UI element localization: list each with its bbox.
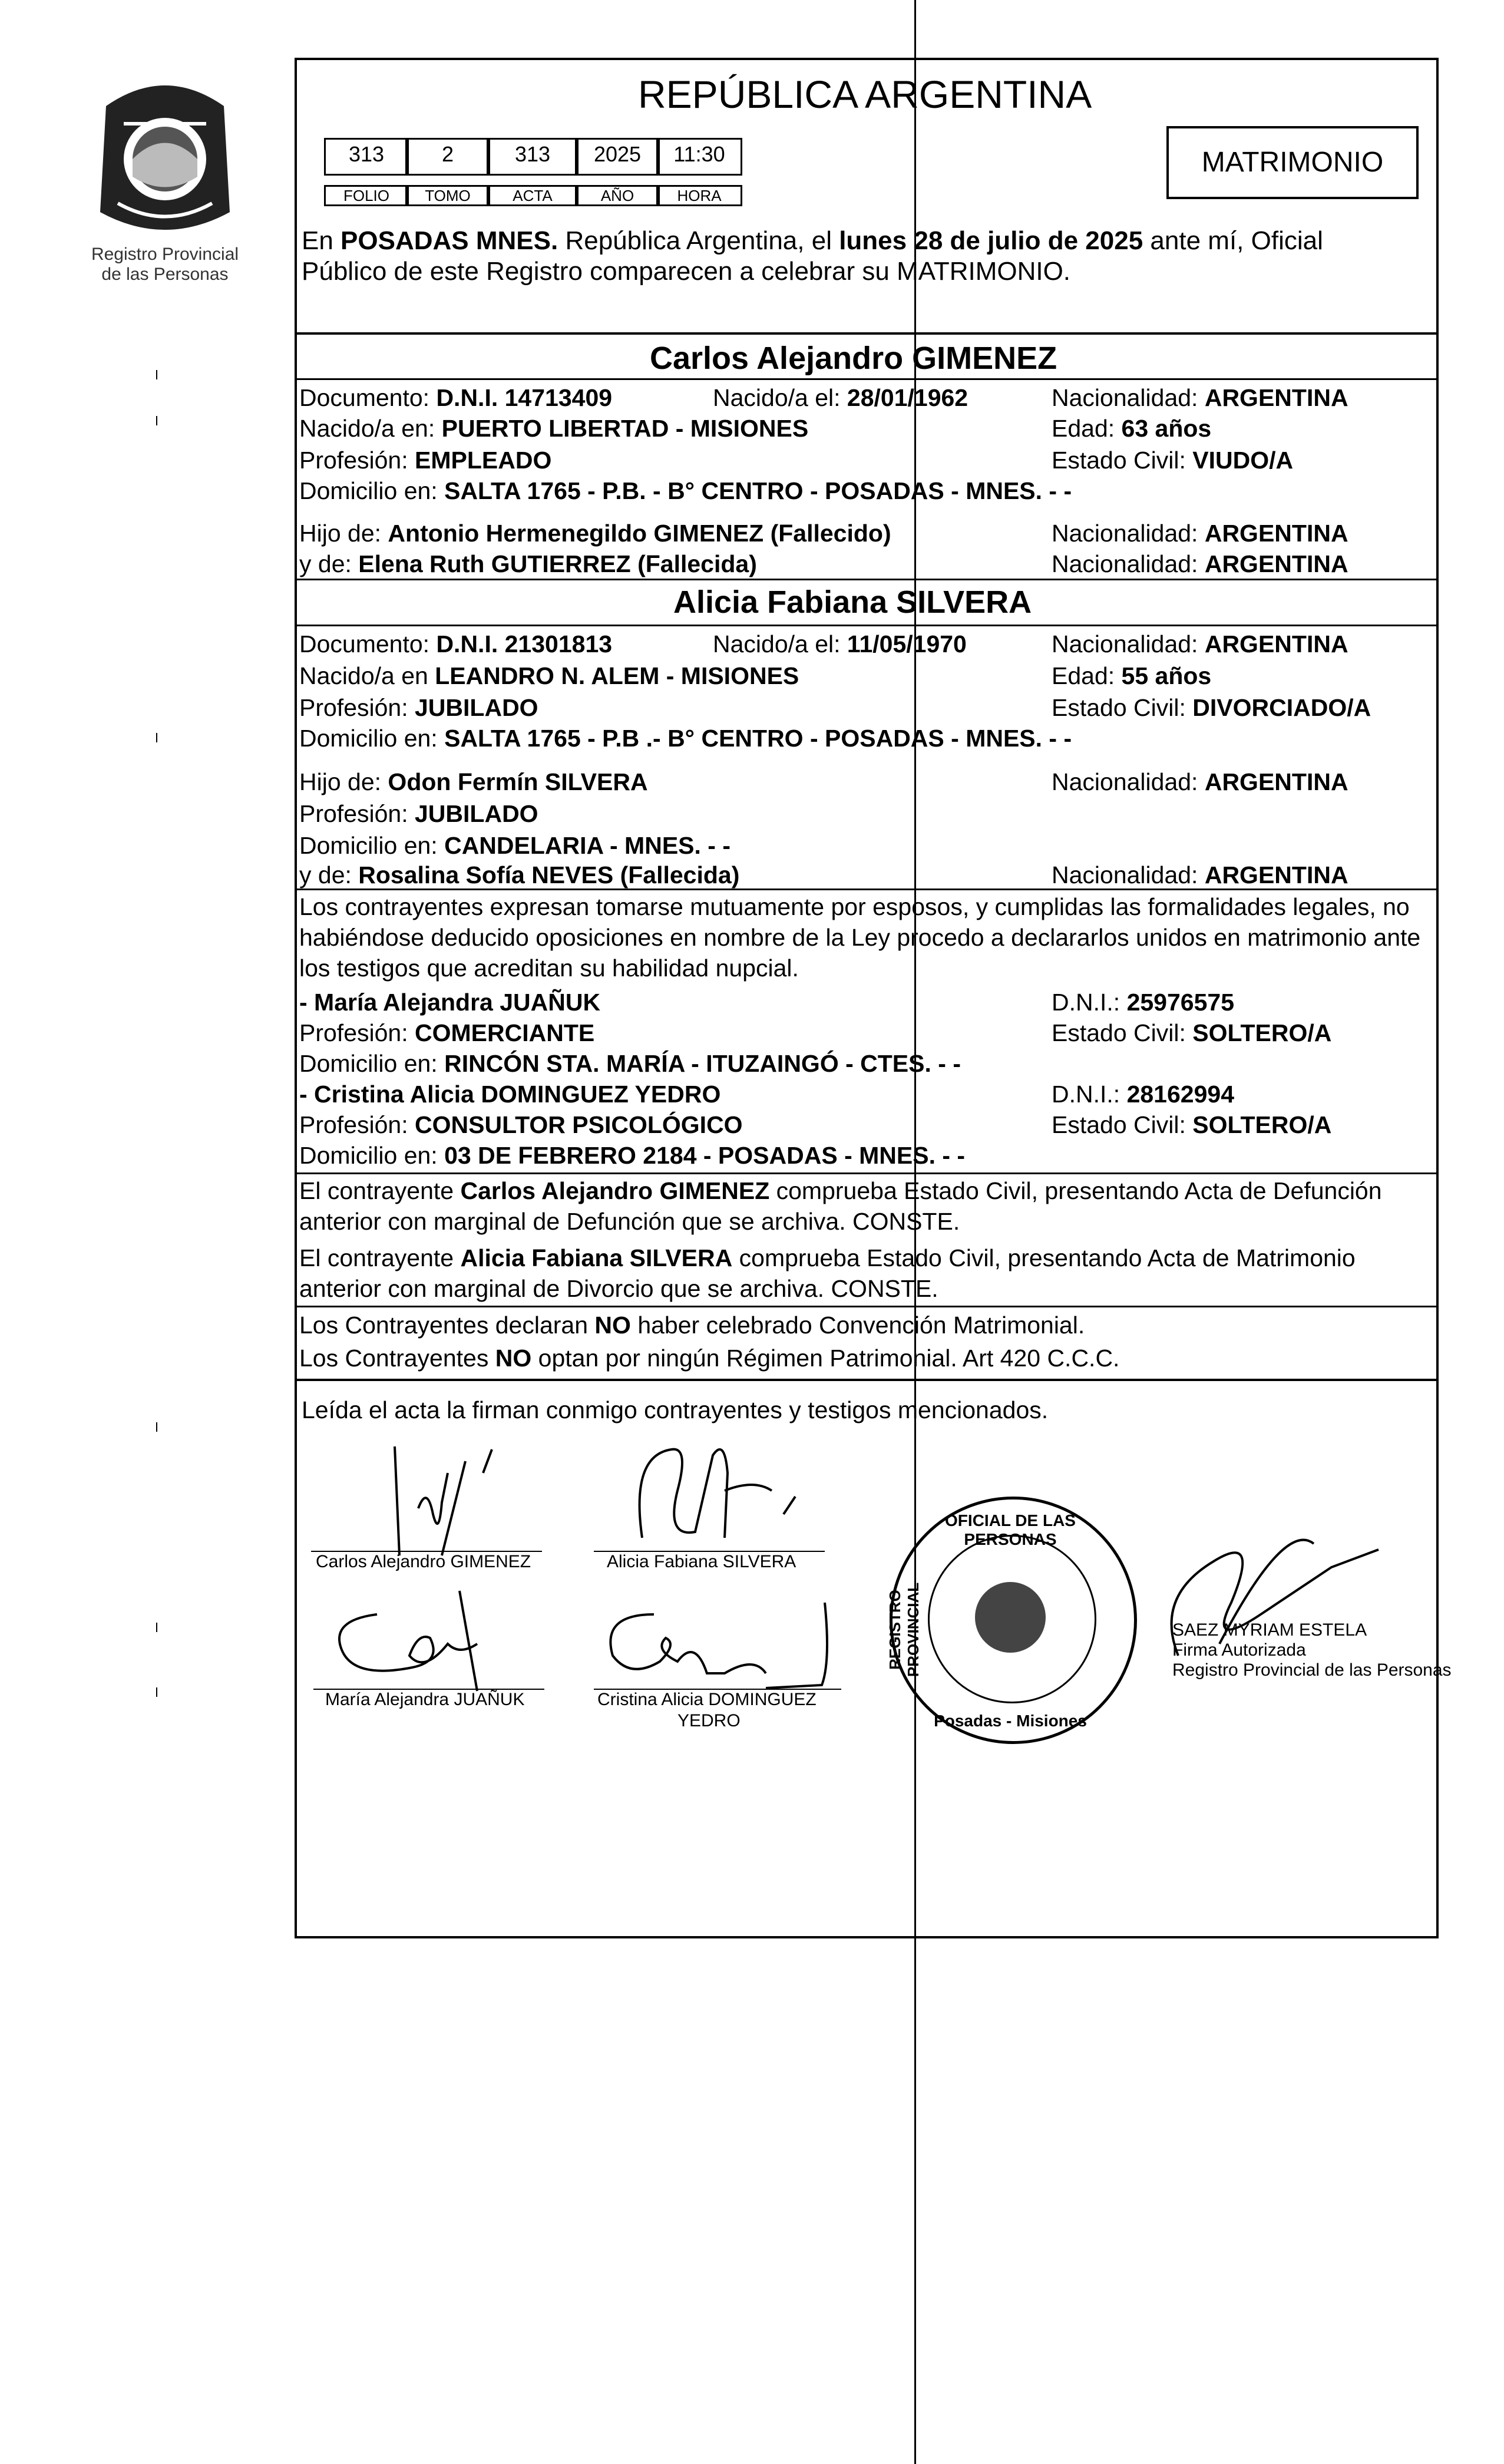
bride-name: Alicia Fabiana SILVERA (673, 584, 1032, 620)
groom-dni: D.N.I. 14713409 (436, 384, 613, 411)
note-3 (299, 1310, 1085, 1340)
bride-father-address (299, 831, 730, 860)
witness-1-address (299, 1049, 961, 1078)
label: Domicilio en: (299, 832, 445, 859)
witness-1-prof-value: COMERCIANTE (415, 1019, 595, 1046)
signature-groom-icon (330, 1438, 524, 1567)
bride-mother (299, 860, 739, 890)
groom-birthplace-value: PUERTO LIBERTAD - MISIONES (441, 415, 809, 442)
divider-groom-top (295, 332, 1439, 335)
signature-witness2-icon (589, 1591, 842, 1697)
margin-tick (156, 1422, 157, 1432)
ano-label: AÑO (575, 185, 660, 206)
margin-tick (156, 416, 157, 425)
groom-father-value: Antonio Hermenegildo GIMENEZ (Fallecido) (388, 520, 891, 547)
bride-nat: ARGENTINA (1204, 630, 1348, 658)
witness-2-civil-value: SOLTERO/A (1192, 1111, 1332, 1138)
margin-tick (156, 733, 157, 742)
bride-document (299, 629, 612, 659)
groom-age (1052, 414, 1211, 443)
act-type: MATRIMONIO (1201, 147, 1384, 178)
note-text: haber celebrado Convención Matrimonial. (630, 1312, 1085, 1339)
act-type-box (1166, 126, 1419, 199)
sig-witness2-name-l2: YEDRO (677, 1711, 741, 1730)
witness-2-dni-value: 28162994 (1126, 1081, 1234, 1108)
note-text: comprueba Estado Civil, presentando Acta de Defunción (769, 1177, 1382, 1204)
bride-profession (299, 693, 538, 722)
label: Nacionalidad: (1052, 768, 1205, 795)
label: Edad: (1052, 662, 1122, 689)
bride-nationality (1052, 629, 1348, 659)
note-bride-name: Alicia Fabiana SILVERA (460, 1244, 733, 1271)
sig-witness1-name: María Alejandra JUAÑUK (325, 1690, 525, 1709)
bride-father-prof-value: JUBILADO (415, 800, 538, 827)
note-text: optan por ningún Régimen Patrimonial. Art 420 C.C.C. (531, 1345, 1120, 1372)
groom-birthdate (713, 383, 968, 412)
bride-age (1052, 661, 1211, 691)
note-text: El contrayente (299, 1177, 461, 1204)
note-text: Los Contrayentes (299, 1345, 495, 1372)
groom-document (299, 383, 612, 412)
label: Nacionalidad: (1052, 630, 1205, 658)
label: Estado Civil: (1052, 1111, 1193, 1138)
label: y de: (299, 861, 359, 889)
witness-2-civil (1052, 1110, 1331, 1139)
groom-prof-value: EMPLEADO (415, 447, 552, 474)
label: Nacido/a el: (713, 384, 847, 411)
label: Nacido/a en (299, 662, 435, 689)
signature-witness1-icon (306, 1579, 554, 1697)
label: Nacionalidad: (1052, 861, 1205, 889)
sig-witness2-name-l1: Cristina Alicia DOMINGUEZ (597, 1690, 817, 1709)
divider-signatures-top (295, 1379, 1439, 1381)
note-text: Los Contrayentes declaran (299, 1312, 595, 1339)
sig-groom-name: Carlos Alejandro GIMENEZ (316, 1552, 531, 1571)
witness-1-name: - María Alejandra JUAÑUK (299, 989, 601, 1016)
stamp-left-text: REGISTRO PROVINCIAL (886, 1582, 922, 1677)
label: y de: (299, 550, 359, 577)
logo-caption-line2: de las Personas (101, 265, 229, 284)
sig-bride-name: Alicia Fabiana SILVERA (607, 1552, 796, 1571)
margin-tick (156, 1623, 157, 1632)
bride-father-nat-value: ARGENTINA (1204, 768, 1348, 795)
label: Edad: (1052, 415, 1122, 442)
bride-birthplace (299, 661, 799, 691)
intro-date: lunes 28 de julio de 2025 (839, 226, 1143, 255)
groom-father-nat-value: ARGENTINA (1204, 520, 1348, 547)
groom-age-value: 63 años (1121, 415, 1212, 442)
witness-2-address (299, 1141, 965, 1170)
note-groom-name: Carlos Alejandro GIMENEZ (460, 1177, 770, 1204)
label: Profesión: (299, 800, 415, 827)
bride-civil-value: DIVORCIADO/A (1192, 694, 1371, 721)
label: Profesión: (299, 1111, 415, 1138)
folio-label: FOLIO (324, 185, 409, 206)
witness-1-address-value: RINCÓN STA. MARÍA - ITUZAINGÓ - CTES. - - (444, 1050, 961, 1077)
label: Estado Civil: (1052, 447, 1193, 474)
logo-caption (71, 245, 259, 285)
witness-1-dni-value: 25976575 (1126, 989, 1234, 1016)
label: Nacionalidad: (1052, 550, 1205, 577)
label: Profesión: (299, 694, 415, 721)
ano-value: 2025 (575, 138, 660, 176)
stamp-top-text: OFICIAL DE LAS PERSONAS (945, 1511, 1076, 1548)
witness-1-dni (1052, 987, 1234, 1017)
bride-mother-nat-value: ARGENTINA (1204, 861, 1348, 889)
groom-mother (299, 549, 757, 579)
groom-birthplace (299, 414, 808, 443)
label: Nacionalidad: (1052, 520, 1205, 547)
declaration-line-3: los testigos que acreditan su habilidad nupcial. (299, 954, 799, 982)
official-stamp (886, 1497, 1137, 1744)
label: Domicilio en: (299, 725, 445, 752)
stamp-center-icon (975, 1582, 1046, 1653)
label: Domicilio en: (299, 1142, 445, 1169)
declaration-line-2: habiéndose deducido oposiciones en nombre de la Ley procedo a declararlos unidos en matrimonio ante (299, 924, 1421, 951)
groom-profession (299, 445, 551, 475)
official-role: Firma Autorizada (1172, 1640, 1306, 1660)
note-text: comprueba Estado Civil, presentando Acta de Matrimonio (732, 1244, 1356, 1271)
groom-civil-value: VIUDO/A (1192, 447, 1294, 474)
country-title: REPÚBLICA ARGENTINA (638, 72, 1092, 116)
bride-age-value: 55 años (1121, 662, 1212, 689)
bride-address-value: SALTA 1765 - P.B .- B° CENTRO - POSADAS - MNES. - - (444, 725, 1072, 752)
label: Profesión: (299, 1019, 415, 1046)
note-2-line-2: anterior con marginal de Divorcio que se archiva. CONSTE. (299, 1275, 938, 1302)
label: D.N.I.: (1052, 1081, 1127, 1108)
frame-top (295, 58, 1439, 60)
groom-nationality (1052, 383, 1348, 412)
note-text: El contrayente (299, 1244, 461, 1271)
bride-dni: D.N.I. 21301813 (436, 630, 613, 658)
signature-bride-icon (607, 1420, 831, 1561)
label: D.N.I.: (1052, 989, 1127, 1016)
margin-tick (156, 1687, 157, 1697)
witness-1-civil (1052, 1018, 1331, 1048)
bride-address (299, 724, 1072, 753)
label: Nacionalidad: (1052, 384, 1205, 411)
intro-line-1 (302, 226, 1323, 256)
intro-line-2: Público de este Registro comparecen a celebrar su MATRIMONIO. (302, 257, 1071, 286)
label: Nacido/a en: (299, 415, 442, 442)
label: Documento: (299, 630, 437, 658)
divider-convention-top (295, 1306, 1439, 1307)
groom-mother-nat-value: ARGENTINA (1204, 550, 1348, 577)
divider-groom-name (295, 378, 1439, 380)
groom-civil (1052, 445, 1293, 475)
label: Domicilio en: (299, 1050, 445, 1077)
tomo-value: 2 (405, 138, 490, 176)
divider-declaration-top (295, 889, 1439, 890)
note-no: NO (495, 1345, 532, 1372)
bride-born: 11/05/1970 (847, 630, 967, 658)
label: Hijo de: (299, 520, 388, 547)
bride-mother-nat (1052, 860, 1348, 890)
label: Hijo de: (299, 768, 388, 795)
groom-address-value: SALTA 1765 - P.B. - B° CENTRO - POSADAS - MNES. - - (444, 477, 1072, 504)
bride-civil (1052, 693, 1371, 722)
witness-2-profession (299, 1110, 743, 1139)
witness-1-profession (299, 1018, 594, 1048)
bride-father-value: Odon Fermín SILVERA (388, 768, 648, 795)
registry-logo (82, 71, 247, 265)
bride-father-nat (1052, 767, 1348, 797)
groom-father-nat (1052, 518, 1348, 548)
folio-value: 313 (324, 138, 409, 176)
label: Estado Civil: (1052, 694, 1193, 721)
intro-text: República Argentina, el (558, 226, 839, 255)
declaration-line-1: Los contrayentes expresan tomarse mutuamente por esposos, y cumplidas las formalidades legales, no (299, 893, 1410, 920)
official-registry: Registro Provincial de las Personas (1172, 1660, 1452, 1680)
province-seal-icon (82, 71, 247, 265)
hora-value: 11:30 (656, 138, 742, 176)
hora-label: HORA (656, 185, 742, 206)
note-2-line-1 (299, 1243, 1356, 1273)
closing-text: Leída el acta la firman conmigo contrayentes y testigos mencionados. (302, 1396, 1049, 1423)
intro-text: ante mí, Oficial (1143, 226, 1323, 255)
note-1-line-1 (299, 1176, 1382, 1205)
label: Domicilio en: (299, 477, 445, 504)
divider-notes-top (295, 1172, 1439, 1174)
bride-birthdate (713, 629, 967, 659)
groom-name: Carlos Alejandro GIMENEZ (650, 341, 1057, 376)
groom-address (299, 476, 1072, 506)
official-name: SAEZ MYRIAM ESTELA (1172, 1620, 1367, 1640)
logo-caption-line1: Registro Provincial (91, 245, 239, 264)
label: Documento: (299, 384, 437, 411)
acta-label: ACTA (487, 185, 579, 206)
note-1-line-2: anterior con marginal de Defunción que se archiva. CONSTE. (299, 1208, 960, 1235)
label: Nacido/a el: (713, 630, 847, 658)
bride-birthplace-value: LEANDRO N. ALEM - MISIONES (435, 662, 799, 689)
acta-value: 313 (487, 138, 579, 176)
groom-born: 28/01/1962 (847, 384, 968, 411)
note-no: NO (594, 1312, 631, 1339)
official-block (1172, 1620, 1452, 1680)
frame-left (295, 58, 297, 1938)
groom-nat: ARGENTINA (1204, 384, 1348, 411)
note-4 (299, 1343, 1119, 1373)
intro-city: POSADAS MNES. (341, 226, 558, 255)
intro-text: En (302, 226, 341, 255)
witness-2-address-value: 03 DE FEBRERO 2184 - POSADAS - MNES. - - (444, 1142, 966, 1169)
witness-2-name: - Cristina Alicia DOMINGUEZ YEDRO (299, 1081, 721, 1108)
divider-bride-top (295, 579, 1439, 580)
bride-father (299, 767, 648, 797)
witness-2-dni (1052, 1079, 1234, 1109)
witness-1-civil-value: SOLTERO/A (1192, 1019, 1332, 1046)
frame-bottom (295, 1936, 1439, 1938)
groom-father (299, 518, 891, 548)
stamp-bottom-text: Posadas - Misiones (934, 1712, 1087, 1730)
margin-tick (156, 370, 157, 379)
tomo-label: TOMO (405, 185, 490, 206)
groom-mother-nat (1052, 549, 1348, 579)
label: Profesión: (299, 447, 415, 474)
groom-mother-value: Elena Ruth GUTIERREZ (Fallecida) (358, 550, 757, 577)
bride-prof-value: JUBILADO (415, 694, 538, 721)
divider-bride-name (295, 625, 1439, 626)
bride-father-address-value: CANDELARIA - MNES. - - (444, 832, 730, 859)
bride-mother-value: Rosalina Sofía NEVES (Fallecida) (358, 861, 740, 889)
bride-father-profession (299, 799, 538, 828)
label: Estado Civil: (1052, 1019, 1193, 1046)
witness-2-prof-value: CONSULTOR PSICOLÓGICO (415, 1111, 743, 1138)
